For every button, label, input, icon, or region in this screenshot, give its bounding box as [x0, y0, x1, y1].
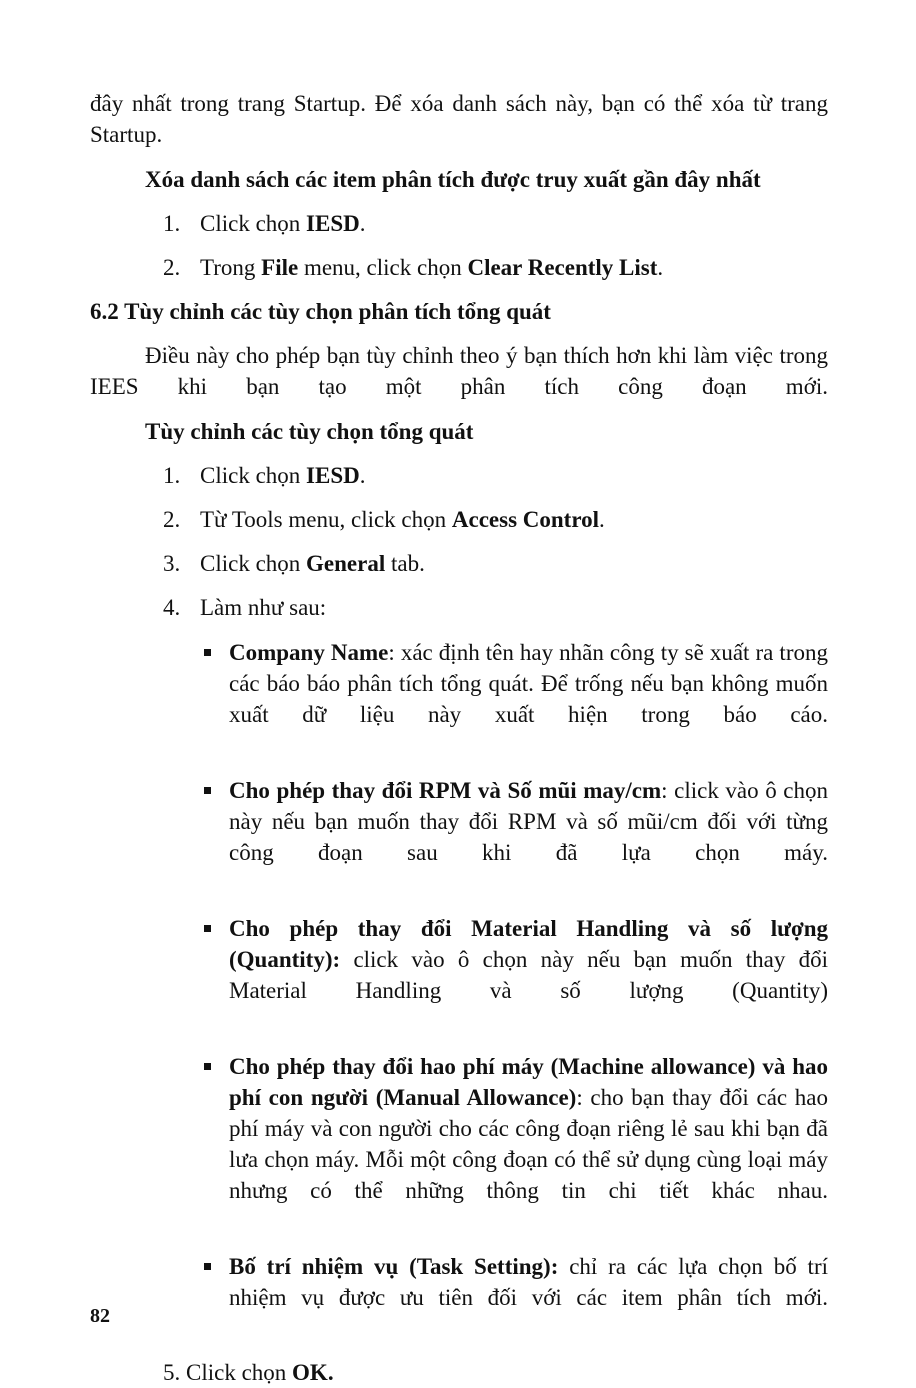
square-bullet-icon	[204, 649, 211, 656]
page-content	[90, 88, 828, 1388]
page-number: 82	[90, 1305, 110, 1327]
list-item: 2. Trong File menu, click chọn Clear Recently List.	[163, 255, 664, 280]
list-item: 1. Click chọn IESD.	[163, 463, 366, 488]
bullet-item: Cho phép thay đổi RPM và Số mũi may/cm: click vào ô chọn này nếu bạn muốn thay đổi RPM và số mũi/cm đối với từng công đoạn sau khi đã lựa chọn máy.	[229, 775, 828, 899]
square-bullet-icon	[204, 787, 211, 794]
list-item: 3. Click chọn General tab.	[163, 551, 425, 576]
intro-paragraph: đây nhất trong trang Startup. Để xóa danh sách này, bạn có thể xóa từ trang Startup.	[90, 91, 828, 147]
square-bullet-icon	[204, 1063, 211, 1070]
bullet-item: Bố trí nhiệm vụ (Task Setting): chỉ ra các lựa chọn bố trí nhiệm vụ được ưu tiên đối với các item phân tích mới.	[229, 1251, 828, 1344]
bullet-item: Cho phép thay đổi hao phí máy (Machine allowance) và hao phí con người (Manual Allowance): cho bạn thay đổi các hao phí máy và con người cho các công đoạn riêng lẻ sau khi bạn đã lưa chọn máy. Mỗi một công đoạn có thể sử dụng cùng loại máy nhưng có thể những thông tin chi tiết khác nhau.	[229, 1051, 828, 1237]
bullet-item: Company Name: xác định tên hay nhãn công ty sẽ xuất ra trong các báo báo phân tích tổng quát. Để trống nếu bạn không muốn xuất dữ liệu này xuất hiện trong báo cáo.	[229, 637, 828, 761]
section-heading: 6.2 Tùy chỉnh các tùy chọn phân tích tổng quát	[90, 299, 551, 324]
list-item: 1. Click chọn IESD.	[163, 211, 366, 236]
section-body: Điều này cho phép bạn tùy chỉnh theo ý bạn thích hơn khi làm việc trong IEES khi bạn tạo một phân tích công đoạn mới.	[90, 343, 828, 399]
option-bullets	[229, 637, 828, 1344]
square-bullet-icon	[204, 925, 211, 932]
general-options-heading: Tùy chỉnh các tùy chọn tổng quát	[145, 419, 474, 444]
step-five: 5. Click chọn OK.	[163, 1360, 334, 1385]
list-item: 4. Làm như sau:	[163, 595, 327, 620]
clear-recent-steps	[90, 208, 828, 283]
square-bullet-icon	[204, 1263, 211, 1270]
bullet-item: Cho phép thay đổi Material Handling và số lượng (Quantity): click vào ô chọn này nếu bạn muốn thay đổi Material Handling và số lượng (Quantity)	[229, 913, 828, 1037]
clear-recent-heading: Xóa danh sách các item phân tích được truy xuất gần đây nhất	[145, 167, 761, 192]
list-item: 2. Từ Tools menu, click chọn Access Control.	[163, 507, 605, 532]
general-options-steps	[90, 460, 828, 623]
